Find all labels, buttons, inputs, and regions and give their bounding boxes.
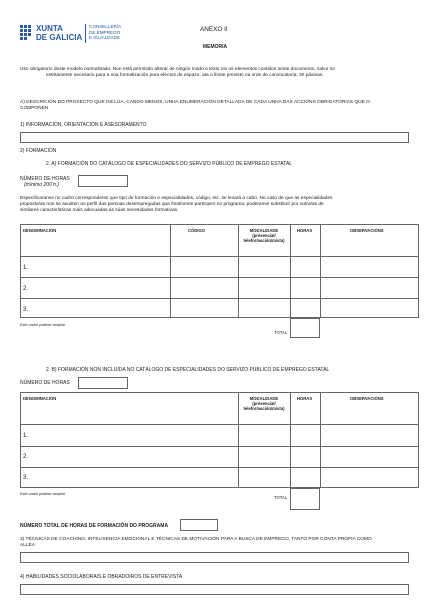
- table-1-header-observacions: OBSERVACIÓNS: [350, 228, 384, 233]
- hours-label-1: NÚMERO DE HORAS: [20, 176, 70, 182]
- logo-line-1: XUNTA: [36, 24, 63, 33]
- table-2-header-modalidade-1: MODALIDADE: [249, 396, 279, 401]
- table-2-row-2[interactable]: 2.: [23, 454, 29, 460]
- table-2-frame: [20, 392, 419, 488]
- table-1-header-modalidade-3: teleformación/mixta): [243, 238, 285, 243]
- total-hours-label: NÚMERO TOTAL DE HORAS DE FORMACIÓN DO PROGRAMA: [20, 523, 169, 529]
- table-1-header-denominacion: DENOMINACIÓN: [23, 228, 57, 233]
- table-1-row-1[interactable]: 1.: [23, 265, 29, 271]
- hours-min-label: (mínimo 200 h.): [24, 182, 60, 188]
- item-4-field[interactable]: [20, 584, 409, 595]
- section-a-line-2: COMPOÑEN: [20, 106, 49, 111]
- table-2-header-denominacion: DENOMINACIÓN: [23, 396, 57, 401]
- hours-input-2[interactable]: [78, 377, 128, 389]
- table-1-header-modalidade-1: MODALIDADE: [249, 228, 279, 233]
- table-1-note: Este cadro pódese ampliar: [20, 323, 66, 327]
- item-1-title: 1) INFORMACIÓN, ORIENTACIÓN E ASESORAMENTO: [20, 122, 147, 128]
- intro-line-2: estritamente necesario para a súa formalización para efectos de espazo, ata o límite previsto na orde de convocatoria: 30 páxinas.: [46, 73, 324, 78]
- table-1-row-3[interactable]: 3.: [23, 307, 29, 313]
- sub-2a-title: 2. A) FORMACIÓN DO CATÁLOGO DE ESPECIALIDADES DO SERVIZO PÚBLICO DE EMPREGO ESTATAL: [46, 161, 292, 167]
- specify-line-3: similares características máis adecuadas ás súas necesidades formativas.: [20, 208, 179, 213]
- table-2-row-1[interactable]: 1.: [23, 433, 29, 439]
- table-1-header-modalidade: [238, 228, 290, 243]
- table-2-total-label: TOTAL: [274, 495, 288, 500]
- logo: [20, 24, 88, 44]
- item-4-title: 4) HABILIDADES SOCIOLABORAIS E OBRADOIROS DE ENTREVISTA: [20, 574, 183, 580]
- table-2-header-modalidade: [238, 396, 290, 411]
- table-2-note: Este cadro pódese ampliar: [20, 492, 66, 496]
- hours-input-1[interactable]: [78, 175, 128, 187]
- table-1-row-2[interactable]: 2.: [23, 286, 29, 292]
- total-hours-field[interactable]: [180, 519, 218, 531]
- table-2-header-modalidade-2: (presencial/: [252, 401, 276, 406]
- table-1-total-label: TOTAL: [274, 330, 288, 335]
- table-1-frame: [20, 224, 419, 318]
- table-1-header-modalidade-2: (presencial/: [252, 233, 276, 238]
- specify-line-1: Especificaranse no cadro correspondente que tipo de formación e especialidades, código, etc. se levará a cabo. No caso de que as especialidades: [20, 196, 333, 201]
- department-line-2: DE EMPREGO: [89, 29, 121, 35]
- table-2-row-3[interactable]: 3.: [23, 475, 29, 481]
- intro-line-1: Uso obrigatorio deste modelo normalizado. Non está permitido alterar de ningún modo o texto nin os elementos contidos neste documento, salvo no: [20, 67, 335, 72]
- department-line-3: E IGUALDADE: [89, 35, 120, 41]
- table-2-header-observacions: OBSERVACIÓNS: [350, 396, 384, 401]
- table-1-header-codigo: CÓDIGO: [188, 228, 205, 233]
- item-3-line-1: 3) TÉCNICAS DE COACHING, INTELIXENCIA EMOCIONAL E TÉCNICAS DE MOTIVACIÓN PARA A BUSCA DE EMPREGO, TANTO POR CONTA PROPIA COMO: [20, 537, 372, 542]
- specify-line-2: proposta/as non se axusten ao perfil das persoas desempregadas que finalmente participen no programa, poderanse substituír por outra/as de: [20, 202, 324, 207]
- department-line-1: CONSELLERÍA: [89, 24, 122, 29]
- table-2-total-field[interactable]: [290, 488, 320, 510]
- item-3-field[interactable]: [20, 552, 409, 563]
- table-2-header-horas: HORAS: [297, 396, 313, 401]
- table-1-header-horas: HORAS: [297, 228, 313, 233]
- annex-title: ANEXO II: [200, 26, 228, 33]
- item-3-line-2: ALLEA.: [20, 543, 37, 548]
- table-2-header-modalidade-3: teleformación/mixta): [243, 406, 285, 411]
- table-1-total-field[interactable]: [290, 318, 320, 338]
- xunta-emblem-icon: [20, 25, 34, 43]
- logo-divider: [85, 24, 86, 43]
- item-1-field[interactable]: [20, 132, 409, 143]
- sub-2b-title: 2. B) FORMACIÓN NON INCLUÍDA NO CATÁLOGO DE ESPECIALIDADES DO SERVIZO PÚBLICO DE EMPREGO ESTATAL: [46, 367, 330, 373]
- document-title: MEMORIA: [203, 44, 228, 50]
- hours-label-3: NÚMERO DE HORAS: [20, 380, 70, 386]
- item-2-title: 2) FORMACIÓN: [20, 148, 57, 154]
- section-a-line-1: A) DESCRICIÓN DO PROXECTO QUE INCLÚA, CANDO MENOS, UNHA ENUMERACIÓN DETALLADA DE CADA UNHA DAS ACCIÓNS OBRIGATORIAS QUE O: [20, 100, 370, 105]
- logo-line-2: DE GALICIA: [36, 33, 83, 42]
- department-name: [89, 24, 121, 41]
